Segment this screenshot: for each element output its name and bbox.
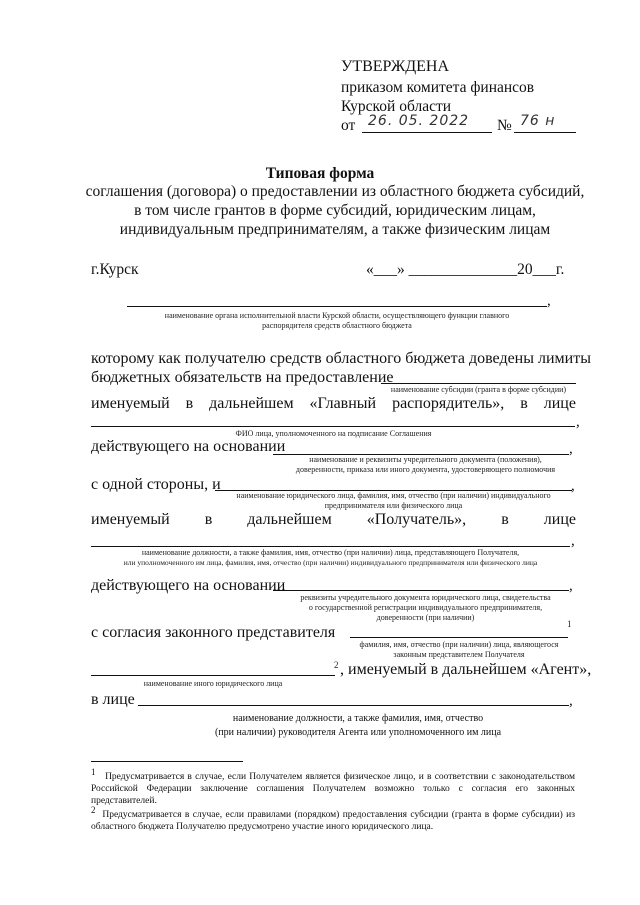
hint-legal-rep-2: законным представителем Получателя [393, 650, 525, 659]
in-person-label: в лице [91, 691, 135, 708]
approval-number-handwritten: 76 н [520, 113, 556, 129]
one-side: с одной стороны, и [91, 476, 221, 493]
hint-agent-head-2: (при наличии) руководителя Агента или уполномоченного им лица [214, 727, 502, 738]
approval-line-2: Курской области [341, 98, 452, 115]
form-title: Типовая форма [265, 165, 375, 182]
consent-label: с согласия законного представителя [91, 624, 336, 641]
approval-number-label: № [497, 117, 512, 134]
subsidy-name-line [381, 383, 576, 384]
hint-organ-2: распорядителя средств областного бюджета [262, 321, 412, 330]
hint-recipient-2: предпринимателя или физического лица [324, 501, 463, 510]
approval-title: УТВЕРЖДЕНА [341, 58, 450, 75]
hint-legal-rep-1: фамилия, имя, отчество (при наличии) лица, являющегося [359, 640, 559, 649]
form-subtitle-line-3: индивидуальным предпринимателям, а также физическим лицам [119, 221, 551, 238]
approval-date-line [362, 132, 492, 133]
hint-other-entity: наименование иного юридического лица [143, 679, 283, 688]
para1-line-2: бюджетных обязательств на предоставление [91, 369, 394, 386]
hint-doc1-2: доверенности, приказа или иного документа, удостоверяющего полномочия [295, 465, 556, 474]
acting-basis-1: действующего на основании [91, 438, 286, 455]
para1-line-1: которому как получателю средств областного бюджета доведены лимиты [91, 350, 591, 367]
footnote-mark-1: 1 [567, 619, 572, 629]
approval-number-line [514, 132, 576, 133]
agent-head-line [138, 705, 569, 706]
acting-basis-2: действующего на основании [91, 577, 286, 594]
basis-doc-2-line [273, 590, 569, 591]
named-recipient-line: именуемый в дальнейшем «Получатель», в лице [91, 511, 576, 528]
hint-recipient-1: наименование юридического лица, фамилия, имя, отчество (при наличии) индивидуального [236, 491, 551, 500]
form-subtitle-line-1: соглашения (договора) о предоставлении из областного бюджета субсидий, [85, 183, 585, 200]
hint-organ-1: наименование органа исполнительной власти Курской области, осуществляющего функции главного [164, 311, 510, 320]
hint-position-1: наименование должности, а также фамилия, имя, отчество (при наличии) лица, представляющего Получателя, [141, 548, 520, 557]
agent-named: , именуемый в дальнейшем «Агент», [340, 661, 592, 678]
hint-agent-head-1: наименование должности, а также фамилия, имя, отчество [232, 713, 484, 724]
footnote-mark-2: 2 [334, 660, 339, 670]
footnote-separator [91, 761, 243, 762]
approval-line-1: приказом комитета финансов [341, 79, 535, 96]
form-subtitle-line-2: в том числе грантов в форме субсидий, юридическим лицам, [134, 202, 536, 219]
hint-doc2-2: о государственной регистрации индивидуального предпринимателя, [308, 603, 543, 612]
hint-subsidy: наименование субсидии (гранта в форме субсидии) [390, 385, 567, 394]
hint-position-2: или уполномоченного им лица, фамилия, имя, отчество (при наличии) индивидуального предпринимателя или физического лица [123, 558, 538, 567]
approval-from-label: от [341, 117, 356, 134]
hint-doc2-1: реквизиты учредительного документа юридического лица, свидетельства [300, 593, 551, 602]
footnote-2: 2 Предусматривается в случае, если правилами (порядком) предоставления субсидии (гранта в форме субсидии) из областного бюджета Получателю предусмотрено участие иного юридического лица. [91, 805, 575, 833]
hint-doc1-1: наименование и реквизиты учредительного документа (положения), [309, 455, 542, 464]
other-entity-line [91, 675, 335, 676]
agreement-date-field: «___» ______________20___г. [366, 261, 565, 278]
legal-rep-line [350, 637, 568, 638]
recipient-rep-line [91, 546, 570, 547]
footnote-1: 1 Предусматривается в случае, если Получателем является физическое лицо, и в соответствии с законодательством Российской Федерации заключение соглашения Получателем возможно только с согласия его законных представителей. [91, 767, 575, 807]
named-chief-manager-line: именуемый в дальнейшем «Главный распорядитель», в лице [91, 395, 576, 412]
hint-doc2-3: доверенности (при наличии) [376, 613, 475, 622]
hint-fio: ФИО лица, уполномоченного на подписание Соглашения [235, 429, 432, 438]
city: г.Курск [91, 261, 139, 278]
organ-name-line [127, 306, 547, 307]
fio-line [91, 426, 575, 427]
approval-date-handwritten: 26. 05. 2022 [368, 113, 470, 129]
